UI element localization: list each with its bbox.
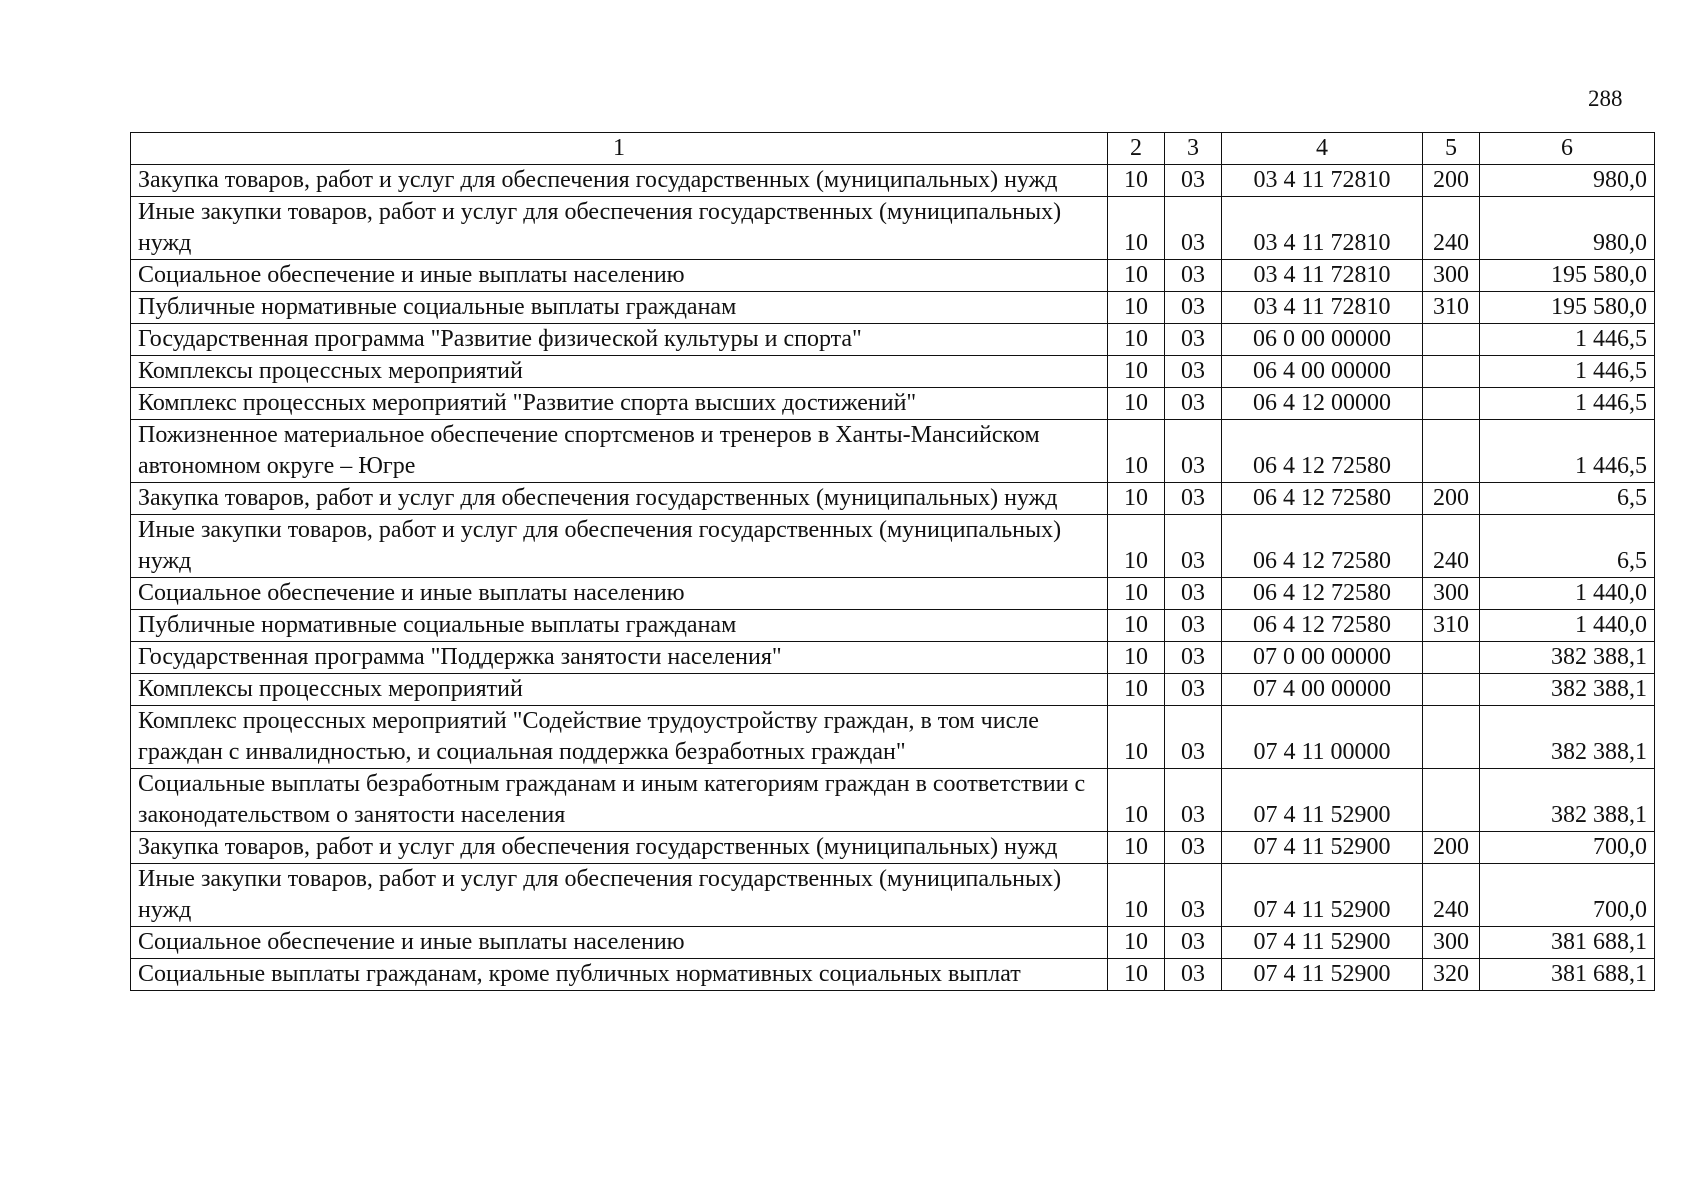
table-row [131, 832, 1655, 864]
subsection-code: 03 [1165, 356, 1222, 388]
subsection-code: 03 [1165, 832, 1222, 864]
amount: 1 440,0 [1480, 610, 1655, 642]
expense-type-code: 240 [1423, 197, 1480, 260]
section-code: 10 [1108, 610, 1165, 642]
row-name: Публичные нормативные социальные выплаты гражданам [131, 292, 1108, 324]
amount: 6,5 [1480, 483, 1655, 515]
column-header-1: 1 [131, 133, 1108, 165]
row-name: Закупка товаров, работ и услуг для обеспечения государственных (муниципальных) нужд [131, 832, 1108, 864]
section-code: 10 [1108, 197, 1165, 260]
target-article-code: 06 4 12 72580 [1222, 515, 1423, 578]
section-code: 10 [1108, 388, 1165, 420]
column-header-3: 3 [1165, 133, 1222, 165]
amount: 1 446,5 [1480, 356, 1655, 388]
amount: 1 446,5 [1480, 420, 1655, 483]
table-row [131, 388, 1655, 420]
subsection-code: 03 [1165, 864, 1222, 927]
subsection-code: 03 [1165, 292, 1222, 324]
row-name: Комплексы процессных мероприятий [131, 674, 1108, 706]
expense-type-code: 240 [1423, 864, 1480, 927]
target-article-code: 06 4 00 00000 [1222, 356, 1423, 388]
header-row [131, 133, 1655, 165]
table-row [131, 165, 1655, 197]
target-article-code: 06 4 12 72580 [1222, 578, 1423, 610]
target-article-code: 07 4 11 52900 [1222, 864, 1423, 927]
amount: 195 580,0 [1480, 260, 1655, 292]
amount: 382 388,1 [1480, 642, 1655, 674]
row-name: Социальное обеспечение и иные выплаты населению [131, 578, 1108, 610]
expense-type-code: 200 [1423, 483, 1480, 515]
section-code: 10 [1108, 292, 1165, 324]
row-name: Закупка товаров, работ и услуг для обеспечения государственных (муниципальных) нужд [131, 165, 1108, 197]
column-header-5: 5 [1423, 133, 1480, 165]
table-row [131, 927, 1655, 959]
table-row [131, 959, 1655, 991]
budget-table [130, 132, 1655, 991]
subsection-code: 03 [1165, 483, 1222, 515]
section-code: 10 [1108, 356, 1165, 388]
amount: 700,0 [1480, 864, 1655, 927]
subsection-code: 03 [1165, 197, 1222, 260]
table-row [131, 420, 1655, 483]
expense-type-code: 300 [1423, 578, 1480, 610]
expense-type-code: 300 [1423, 927, 1480, 959]
row-name: Социальные выплаты безработным гражданам и иным категориям граждан в соответствии с законодательством о занятости населения [131, 769, 1108, 832]
subsection-code: 03 [1165, 610, 1222, 642]
table-row [131, 356, 1655, 388]
subsection-code: 03 [1165, 515, 1222, 578]
subsection-code: 03 [1165, 260, 1222, 292]
section-code: 10 [1108, 260, 1165, 292]
row-name: Комплекс процессных мероприятий "Содействие трудоустройству граждан, в том числе граждан с инвалидностью, и социальная поддержка безработных граждан" [131, 706, 1108, 769]
expense-type-code: 300 [1423, 260, 1480, 292]
row-name: Закупка товаров, работ и услуг для обеспечения государственных (муниципальных) нужд [131, 483, 1108, 515]
target-article-code: 06 0 00 00000 [1222, 324, 1423, 356]
table-row [131, 324, 1655, 356]
table-row [131, 642, 1655, 674]
amount: 1 440,0 [1480, 578, 1655, 610]
expense-type-code: 200 [1423, 832, 1480, 864]
table-row [131, 610, 1655, 642]
expense-type-code [1423, 674, 1480, 706]
subsection-code: 03 [1165, 578, 1222, 610]
subsection-code: 03 [1165, 388, 1222, 420]
row-name: Социальное обеспечение и иные выплаты населению [131, 927, 1108, 959]
section-code: 10 [1108, 864, 1165, 927]
amount: 980,0 [1480, 197, 1655, 260]
section-code: 10 [1108, 642, 1165, 674]
section-code: 10 [1108, 483, 1165, 515]
subsection-code: 03 [1165, 420, 1222, 483]
row-name: Иные закупки товаров, работ и услуг для обеспечения государственных (муниципальных) нужд [131, 864, 1108, 927]
amount: 195 580,0 [1480, 292, 1655, 324]
amount: 980,0 [1480, 165, 1655, 197]
column-header-2: 2 [1108, 133, 1165, 165]
expense-type-code: 200 [1423, 165, 1480, 197]
amount: 381 688,1 [1480, 959, 1655, 991]
expense-type-code: 310 [1423, 610, 1480, 642]
table-row [131, 578, 1655, 610]
section-code: 10 [1108, 165, 1165, 197]
expense-type-code [1423, 356, 1480, 388]
row-name: Иные закупки товаров, работ и услуг для обеспечения государственных (муниципальных) нужд [131, 515, 1108, 578]
amount: 1 446,5 [1480, 324, 1655, 356]
target-article-code: 06 4 12 00000 [1222, 388, 1423, 420]
section-code: 10 [1108, 515, 1165, 578]
row-name: Комплекс процессных мероприятий "Развитие спорта высших достижений" [131, 388, 1108, 420]
section-code: 10 [1108, 420, 1165, 483]
expense-type-code [1423, 769, 1480, 832]
subsection-code: 03 [1165, 927, 1222, 959]
subsection-code: 03 [1165, 642, 1222, 674]
table-row [131, 864, 1655, 927]
expense-type-code [1423, 324, 1480, 356]
section-code: 10 [1108, 927, 1165, 959]
section-code: 10 [1108, 674, 1165, 706]
row-name: Иные закупки товаров, работ и услуг для обеспечения государственных (муниципальных) нужд [131, 197, 1108, 260]
target-article-code: 03 4 11 72810 [1222, 292, 1423, 324]
expense-type-code: 240 [1423, 515, 1480, 578]
table-row [131, 292, 1655, 324]
expense-type-code: 310 [1423, 292, 1480, 324]
subsection-code: 03 [1165, 324, 1222, 356]
expense-type-code [1423, 706, 1480, 769]
section-code: 10 [1108, 769, 1165, 832]
subsection-code: 03 [1165, 706, 1222, 769]
table-row [131, 674, 1655, 706]
target-article-code: 03 4 11 72810 [1222, 260, 1423, 292]
target-article-code: 06 4 12 72580 [1222, 610, 1423, 642]
row-name: Социальное обеспечение и иные выплаты населению [131, 260, 1108, 292]
expense-type-code [1423, 420, 1480, 483]
expense-type-code [1423, 642, 1480, 674]
target-article-code: 03 4 11 72810 [1222, 165, 1423, 197]
amount: 6,5 [1480, 515, 1655, 578]
amount: 382 388,1 [1480, 674, 1655, 706]
expense-type-code: 320 [1423, 959, 1480, 991]
target-article-code: 07 4 11 52900 [1222, 959, 1423, 991]
target-article-code: 03 4 11 72810 [1222, 197, 1423, 260]
amount: 381 688,1 [1480, 927, 1655, 959]
row-name: Социальные выплаты гражданам, кроме публичных нормативных социальных выплат [131, 959, 1108, 991]
page-number: 288 [1588, 86, 1623, 111]
table-row [131, 515, 1655, 578]
row-name: Государственная программа "Развитие физической культуры и спорта" [131, 324, 1108, 356]
row-name: Государственная программа "Поддержка занятости населения" [131, 642, 1108, 674]
section-code: 10 [1108, 959, 1165, 991]
table-body [131, 165, 1655, 991]
row-name: Пожизненное материальное обеспечение спортсменов и тренеров в Ханты-Мансийском автономном округе – Югре [131, 420, 1108, 483]
amount: 382 388,1 [1480, 706, 1655, 769]
table-row [131, 769, 1655, 832]
expense-type-code [1423, 388, 1480, 420]
subsection-code: 03 [1165, 165, 1222, 197]
table-row [131, 260, 1655, 292]
table-row [131, 197, 1655, 260]
subsection-code: 03 [1165, 959, 1222, 991]
target-article-code: 07 4 11 52900 [1222, 769, 1423, 832]
column-header-4: 4 [1222, 133, 1423, 165]
section-code: 10 [1108, 706, 1165, 769]
target-article-code: 06 4 12 72580 [1222, 420, 1423, 483]
target-article-code: 07 4 11 52900 [1222, 832, 1423, 864]
section-code: 10 [1108, 832, 1165, 864]
subsection-code: 03 [1165, 674, 1222, 706]
target-article-code: 07 4 11 52900 [1222, 927, 1423, 959]
row-name: Комплексы процессных мероприятий [131, 356, 1108, 388]
section-code: 10 [1108, 578, 1165, 610]
amount: 700,0 [1480, 832, 1655, 864]
amount: 382 388,1 [1480, 769, 1655, 832]
subsection-code: 03 [1165, 769, 1222, 832]
amount: 1 446,5 [1480, 388, 1655, 420]
table-row [131, 483, 1655, 515]
target-article-code: 06 4 12 72580 [1222, 483, 1423, 515]
row-name: Публичные нормативные социальные выплаты гражданам [131, 610, 1108, 642]
section-code: 10 [1108, 324, 1165, 356]
target-article-code: 07 0 00 00000 [1222, 642, 1423, 674]
target-article-code: 07 4 11 00000 [1222, 706, 1423, 769]
target-article-code: 07 4 00 00000 [1222, 674, 1423, 706]
column-header-6: 6 [1480, 133, 1655, 165]
table-row [131, 706, 1655, 769]
